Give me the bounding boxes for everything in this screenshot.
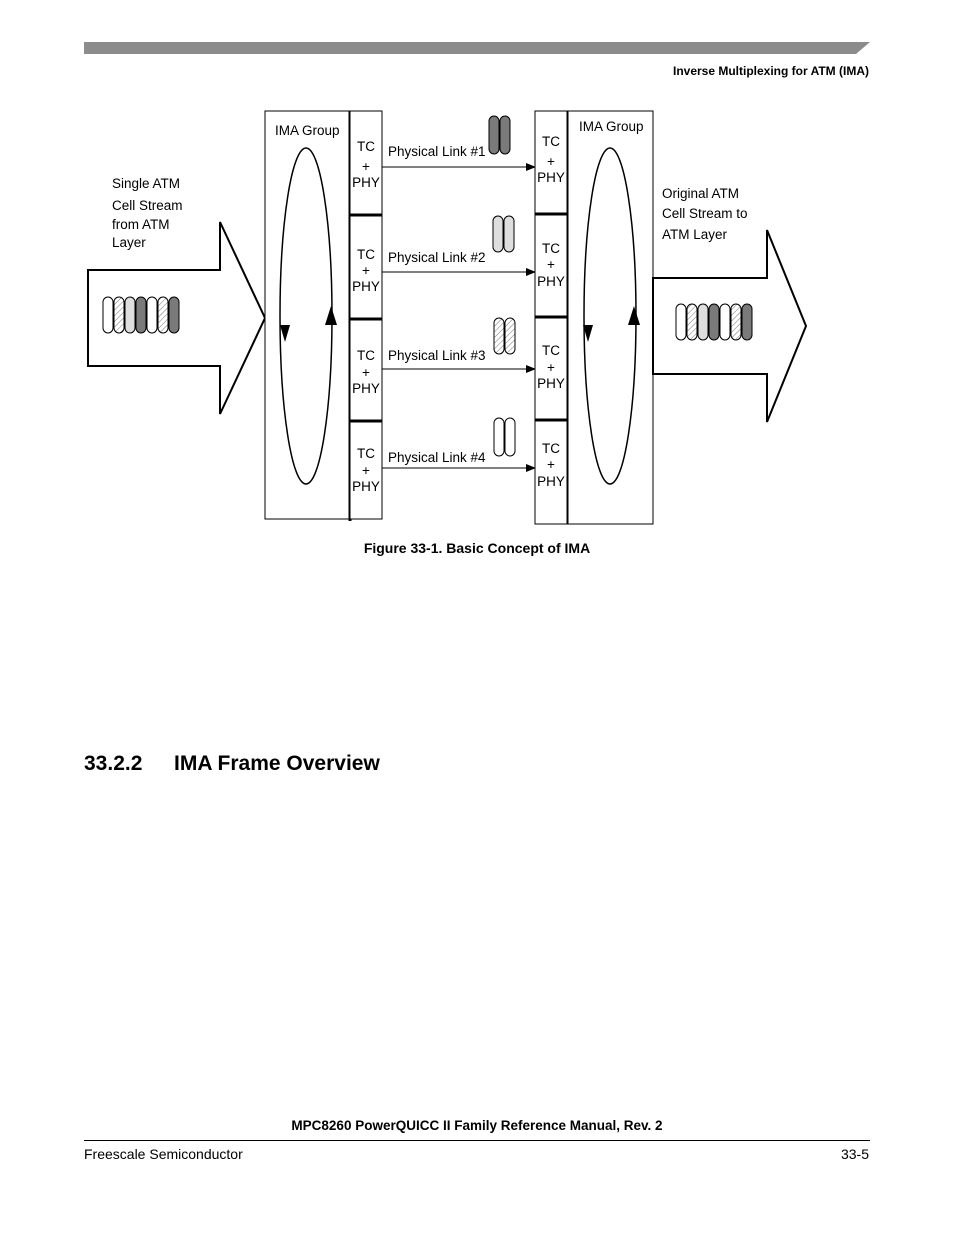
output-stream-label-line-3: ATM Layer xyxy=(662,227,728,242)
section-heading xyxy=(84,752,380,776)
svg-text:+: + xyxy=(362,463,370,478)
physical-link-2-label: Physical Link #2 xyxy=(388,250,486,265)
svg-text:TC: TC xyxy=(357,139,375,154)
svg-text:PHY: PHY xyxy=(537,274,565,289)
svg-text:TC: TC xyxy=(357,348,375,363)
svg-text:+: + xyxy=(362,159,370,174)
svg-text:PHY: PHY xyxy=(352,381,380,396)
svg-text:PHY: PHY xyxy=(352,479,380,494)
physical-link-1-label: Physical Link #1 xyxy=(388,144,486,159)
left-ima-group-box xyxy=(265,111,350,519)
footer-rule xyxy=(84,1140,870,1141)
physical-link-4-label: Physical Link #4 xyxy=(388,450,486,465)
figure-caption: Figure 33-1. Basic Concept of IMA xyxy=(363,540,591,556)
output-stream-label-line-1: Original ATM xyxy=(662,186,740,201)
right-ima-group-box xyxy=(568,111,653,524)
section-title: IMA Frame Overview xyxy=(174,752,380,775)
svg-text:+: + xyxy=(547,257,555,272)
svg-text:+: + xyxy=(362,263,370,278)
svg-text:+: + xyxy=(547,154,555,169)
svg-text:TC: TC xyxy=(542,343,560,358)
svg-text:+: + xyxy=(547,457,555,472)
link-1-cells xyxy=(489,116,510,154)
svg-text:PHY: PHY xyxy=(352,175,380,190)
footer-manual-title: MPC8260 PowerQUICC II Family Reference Manual, Rev. 2 xyxy=(291,1118,663,1133)
footer-company: Freescale Semiconductor xyxy=(84,1146,243,1162)
link-4-cells xyxy=(494,418,515,456)
physical-link-3-label: Physical Link #3 xyxy=(388,348,486,363)
svg-text:PHY: PHY xyxy=(537,170,565,185)
link-3-cells xyxy=(494,318,515,354)
svg-text:+: + xyxy=(547,360,555,375)
svg-text:PHY: PHY xyxy=(537,376,565,391)
output-stream-label-line-2: Cell Stream to xyxy=(662,206,748,221)
input-stream-label-line-2: Cell Stream xyxy=(112,198,183,213)
svg-text:TC: TC xyxy=(542,241,560,256)
svg-text:TC: TC xyxy=(542,134,560,149)
link-2-cells xyxy=(493,216,514,252)
svg-text:TC: TC xyxy=(542,441,560,456)
output-cells xyxy=(676,304,752,340)
svg-text:+: + xyxy=(362,365,370,380)
running-title: Inverse Multiplexing for ATM (IMA) xyxy=(672,64,869,78)
svg-text:TC: TC xyxy=(357,446,375,461)
input-stream-label-line-3: from ATM xyxy=(112,217,170,232)
ima-concept-diagram xyxy=(0,0,954,540)
svg-text:PHY: PHY xyxy=(352,279,380,294)
input-stream-label-line-4: Layer xyxy=(112,235,146,250)
svg-text:PHY: PHY xyxy=(537,474,565,489)
section-number: 33.2.2 xyxy=(84,752,143,775)
left-ima-group-label: IMA Group xyxy=(275,123,340,138)
footer-page-number: 33-5 xyxy=(840,1146,869,1162)
input-cells xyxy=(103,297,179,333)
right-ima-group-label: IMA Group xyxy=(579,119,644,134)
input-stream-label-line-1: Single ATM xyxy=(112,176,181,191)
svg-text:TC: TC xyxy=(357,247,375,262)
